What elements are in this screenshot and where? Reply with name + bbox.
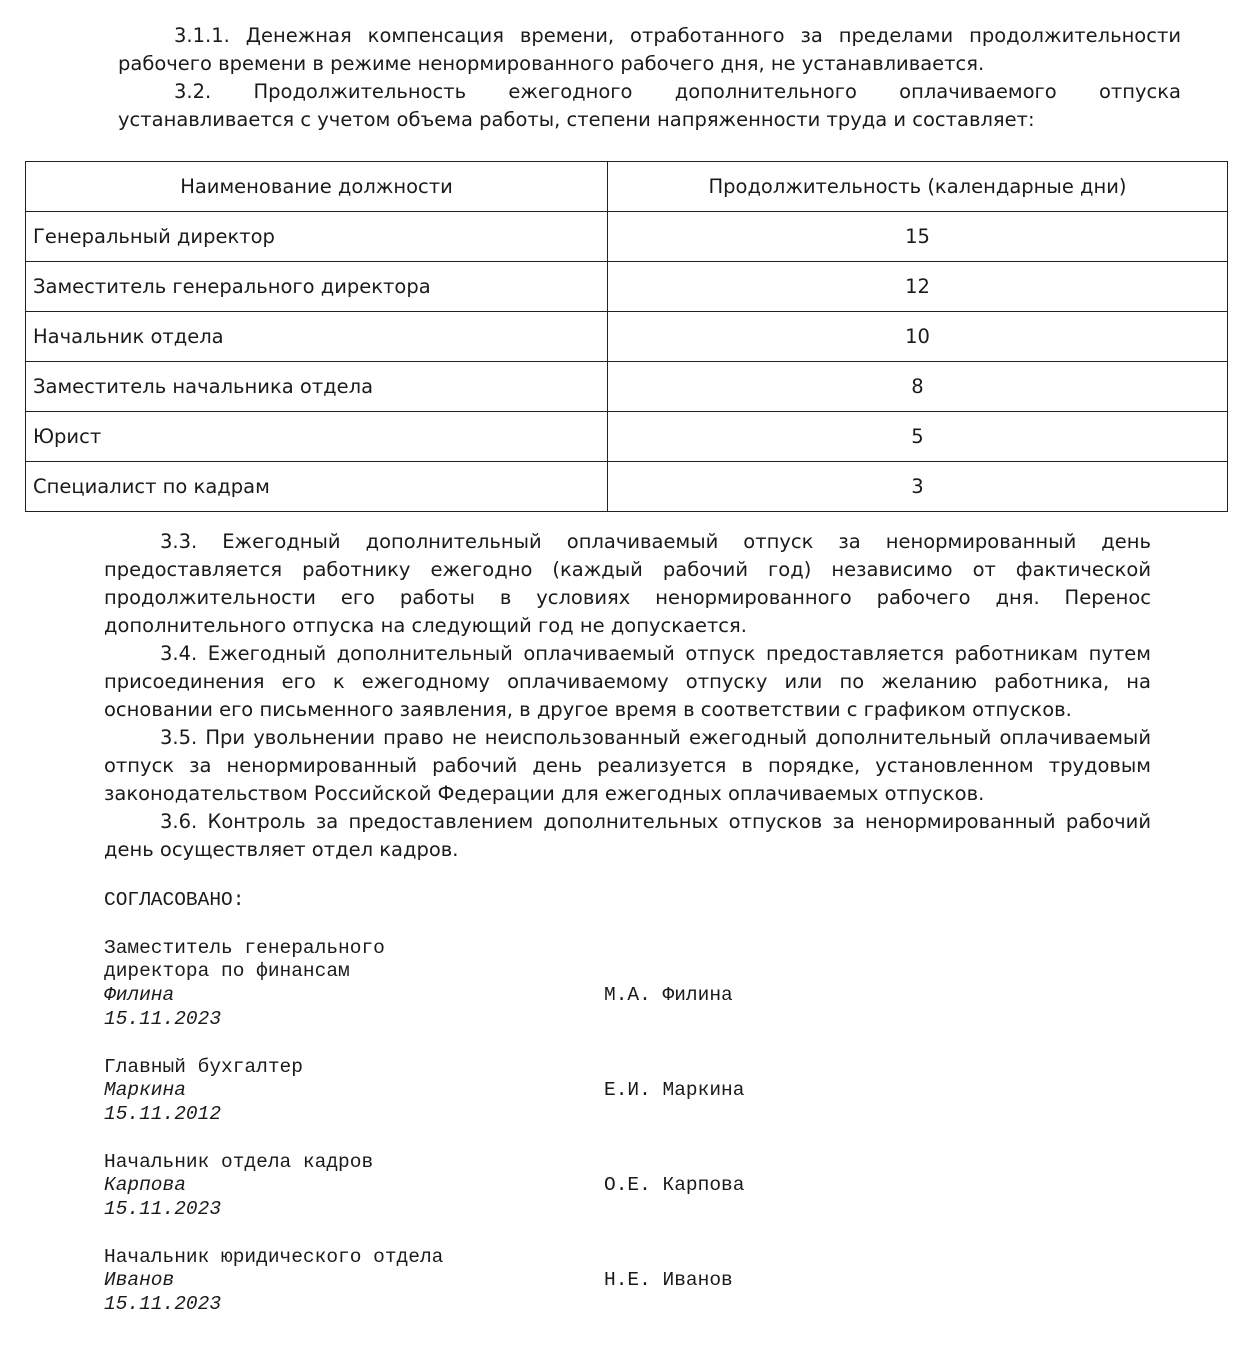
paragraph-3-5: 3.5. При увольнении право не неиспользованный ежегодный дополнительный оплачиваемый отпуск за ненормированный рабочий день реализуется в порядке, установленном трудовым законодательством Российской Федерации для ежегодных оплачиваемых отпусков.: [104, 726, 1151, 805]
table-row: [26, 212, 1228, 262]
position-cell: Генеральный директор: [26, 212, 608, 262]
days-cell: 15: [608, 212, 1228, 262]
table-row: [26, 412, 1228, 462]
signer-block: [104, 1246, 904, 1317]
signature: Филина: [104, 984, 175, 1007]
signer-full-name: Е.И. Маркина: [604, 1079, 745, 1102]
signature: Карпова: [104, 1174, 186, 1197]
position-cell: Заместитель генерального директора: [26, 262, 608, 312]
column-header-duration: Продолжительность (календарные дни): [608, 162, 1228, 212]
signer-date: 15.11.2023: [104, 1198, 222, 1221]
signature: Иванов: [104, 1269, 175, 1292]
table-row: [26, 462, 1228, 512]
signer-full-name: М.А. Филина: [604, 984, 733, 1007]
signer-block: [104, 1056, 904, 1127]
paragraph-3-1-1: 3.1.1. Денежная компенсация времени, отработанного за пределами продолжительности рабочего времени в режиме ненормированного рабочего дня, не устанавливается.: [118, 24, 1181, 75]
position-cell: Начальник отдела: [26, 312, 608, 362]
signer-title: Начальник юридического отдела: [104, 1245, 444, 1268]
table-header-row: [26, 162, 1228, 212]
signer-full-name: Н.Е. Иванов: [604, 1269, 733, 1292]
column-header-position: Наименование должности: [26, 162, 608, 212]
signer-block: [104, 1151, 904, 1222]
top-paragraphs: [118, 22, 1181, 134]
signer-full-name: О.Е. Карпова: [604, 1174, 745, 1197]
position-cell: Заместитель начальника отдела: [26, 362, 608, 412]
signer-title: Начальник отдела кадров: [104, 1150, 374, 1173]
paragraph-3-2: 3.2. Продолжительность ежегодного дополнительного оплачиваемого отпуска устанавливается с учетом объема работы, степени напряженности труда и составляет:: [118, 80, 1181, 131]
paragraph-3-4: 3.4. Ежегодный дополнительный оплачиваемый отпуск предоставляется работникам путем присоединения его к ежегодному оплачиваемому отпуску или по желанию работника, на основании его письменного заявления, в другое время в соответствии с графиком отпусков.: [104, 642, 1151, 721]
signer-title: директора по финансам: [104, 960, 350, 983]
table-row: [26, 312, 1228, 362]
paragraph-3-3: 3.3. Ежегодный дополнительный оплачиваемый отпуск за ненормированный день предоставляется работнику ежегодно (каждый рабочий год) независимо от фактической продолжительности его работы в условиях ненормированного рабочего дня. Перенос дополнительного отпуска на следующий год не допускается.: [104, 530, 1151, 637]
days-cell: 10: [608, 312, 1228, 362]
signer-title: Главный бухгалтер: [104, 1055, 303, 1078]
signature: Маркина: [104, 1079, 186, 1102]
days-cell: 12: [608, 262, 1228, 312]
table-row: [26, 262, 1228, 312]
paragraph-3-6: 3.6. Контроль за предоставлением дополнительных отпусков за ненормированный рабочий день осуществляет отдел кадров.: [104, 810, 1151, 861]
signer-title: Заместитель генерального: [104, 936, 385, 959]
signer-date: 15.11.2023: [104, 1007, 222, 1030]
days-cell: 5: [608, 412, 1228, 462]
bottom-paragraphs: [104, 528, 1151, 864]
signer-block: [104, 937, 904, 1032]
table-row: [26, 362, 1228, 412]
signer-date: 15.11.2023: [104, 1293, 222, 1316]
days-cell: 8: [608, 362, 1228, 412]
position-cell: Юрист: [26, 412, 608, 462]
leave-duration-table: [25, 161, 1228, 512]
days-cell: 3: [608, 462, 1228, 512]
signer-date: 15.11.2012: [104, 1102, 222, 1125]
approval-block: [104, 889, 904, 1341]
position-cell: Специалист по кадрам: [26, 462, 608, 512]
approval-heading: СОГЛАСОВАНО:: [104, 889, 245, 911]
